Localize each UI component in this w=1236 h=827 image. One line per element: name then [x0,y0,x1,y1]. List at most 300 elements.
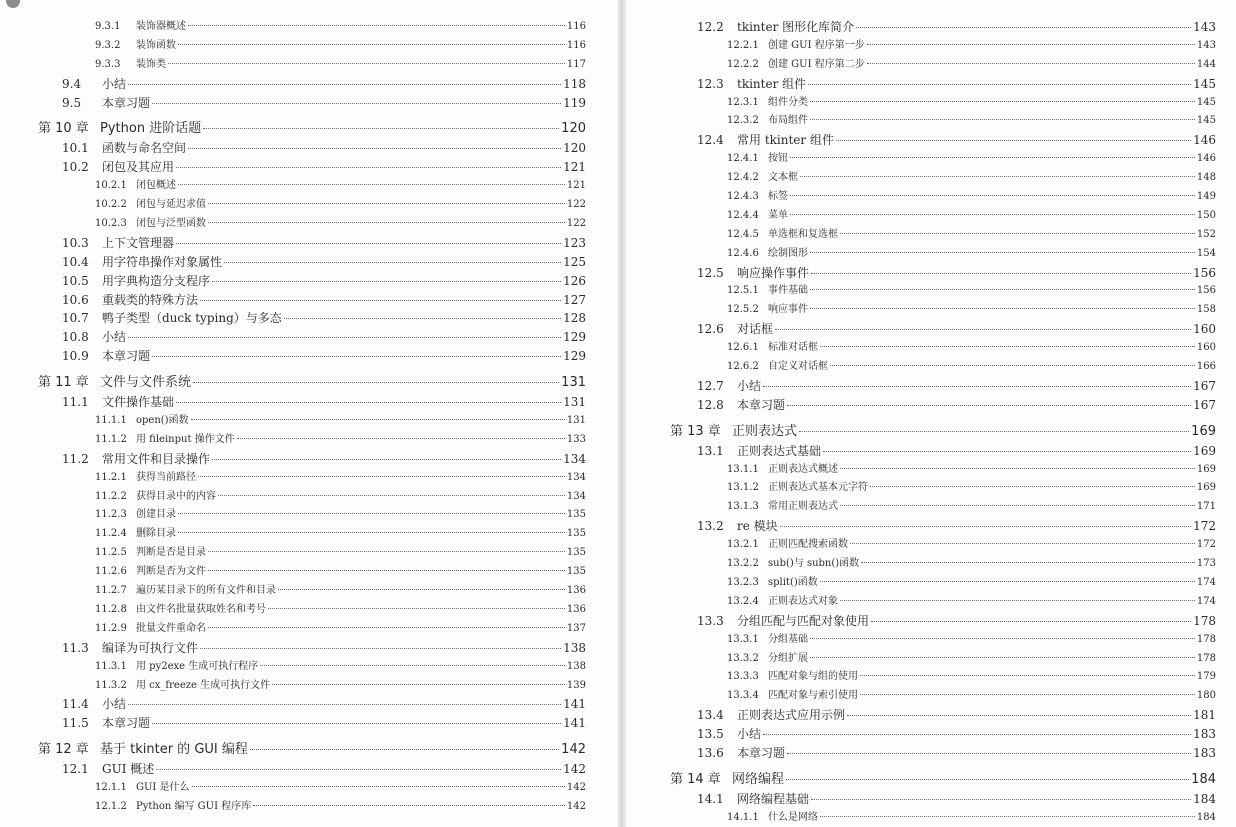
toc-entry-page-number: 169 [1191,423,1216,439]
toc-entry-title: Python 进阶话题 [100,121,202,137]
toc-entry-title: 装饰器概述 [136,21,186,32]
toc-entry-page-number: 145 [1196,115,1216,127]
toc-entry-number: 12.6.2 [727,361,759,373]
toc-entry-title: 文件操作基础 [102,395,175,410]
toc-entry-number: 14.1 [697,791,724,806]
toc-entry-section [670,706,1216,725]
toc-entry-section [38,714,586,733]
toc-entry-page-number: 142 [561,742,586,758]
toc-entry-title: 对话框 [737,322,774,337]
dot-leader [810,252,1195,253]
toc-entry-title: 标准对话框 [768,342,818,354]
toc-entry-page-number: 116 [566,21,586,32]
toc-entry-number: 11.4 [62,697,89,712]
toc-entry-title: 由文件名批量获取姓名和考号 [136,603,266,615]
toc-entry-page-number: 141 [563,716,586,731]
toc-entry-sub [38,431,586,450]
dot-leader [188,148,561,149]
toc-entry-chapter [38,119,586,139]
toc-entry-number: 13.1.3 [727,501,759,513]
toc-entry-number: 11.2.7 [95,585,127,597]
toc-entry-page-number: 184 [1196,811,1216,823]
toc-entry-title: 什么是网络 [768,811,818,823]
toc-entry-page-number: 116 [566,39,586,51]
toc-entry-title: 响应事件 [768,304,808,316]
toc-entry-page-number: 184 [1191,771,1216,787]
toc-entry-page-number: 125 [563,254,586,269]
toc-entry-number: 第 11 章 [38,375,89,391]
toc-entry-page-number: 178 [1193,613,1216,628]
toc-entry-title: 文本框 [768,172,798,184]
toc-entry-number: 12.3 [697,76,724,91]
toc-entry-title: 用字符串操作对象属性 [102,254,223,269]
toc-entry-sub [670,498,1216,517]
toc-entry-title: 单选框和复选框 [768,228,838,240]
toc-entry-number: 12.3.1 [727,96,759,108]
toc-entry-sub [38,658,586,677]
dot-leader [178,532,565,533]
toc-entry-title: 正则表达式应用示例 [737,708,846,723]
dot-leader [253,805,565,806]
toc-entry-number: 11.2.2 [95,490,127,502]
toc-entry-page-number: 143 [1196,39,1216,51]
toc-entry-title: 小结 [102,330,127,345]
toc-entry-title: 小结 [102,76,127,91]
dot-leader [867,44,1195,45]
toc-entry-section [38,253,586,272]
toc-entry-sub [38,37,586,56]
toc-entry-section [670,75,1216,94]
toc-entry-title: 小结 [737,727,762,742]
toc-entry-number: 12.6.1 [727,342,759,354]
toc-entry-page-number: 178 [1196,652,1216,664]
toc-entry-title: 闭包与延迟求值 [136,199,206,211]
toc-entry-sub [38,563,586,582]
toc-entry-number: 11.1.2 [95,433,127,445]
dot-leader [836,140,1191,141]
toc-entry-section [38,328,586,347]
toc-entry-number: 10.2.1 [95,180,127,192]
toc-entry-page-number: 167 [1193,378,1216,393]
toc-entry-page-number: 160 [1196,342,1216,354]
toc-entry-title: 常用文件和目录操作 [102,451,211,466]
toc-entry-number: 12.2 [697,20,724,34]
toc-entry-title: 鸭子类型（duck typing）与多态 [102,311,282,326]
dot-leader [208,551,565,552]
toc-entry-title: 闭包及其应用 [102,160,175,175]
toc-entry-number: 9.4 [62,76,82,91]
toc-entry-section [38,158,586,177]
toc-entry-section [38,139,586,158]
toc-entry-title: 绘制图形 [768,247,808,259]
toc-entry-title: 小结 [102,697,127,712]
toc-entry-page-number: 126 [563,273,586,288]
toc-entry-page-number: 129 [563,330,586,345]
toc-entry-section [38,347,586,366]
toc-entry-number: 11.1 [62,395,89,410]
dot-leader [237,438,565,439]
toc-entry-number: 12.5.2 [727,304,759,316]
dot-leader [790,214,1195,215]
toc-entry-page-number: 136 [566,585,586,597]
dot-leader [870,486,1195,487]
toc-entry-chapter [670,770,1216,790]
dot-leader [787,405,1191,406]
dot-leader [198,476,565,477]
dot-leader [176,402,561,403]
toc-entry-number: 13.3.3 [727,671,759,683]
dot-leader [250,749,559,750]
toc-entry-section [670,320,1216,339]
toc-entry-title: 基于 tkinter 的 GUI 编程 [100,742,248,758]
toc-entry-sub [670,94,1216,113]
toc-entry-number: 11.2.9 [95,622,127,634]
toc-entry-number: 第 13 章 [670,423,721,439]
toc-entry-sub [38,215,586,234]
toc-entry-section [38,94,586,113]
toc-entry-number: 11.3.2 [95,679,127,691]
dot-leader [811,799,1191,800]
dot-leader [820,346,1195,347]
toc-entry-section [38,272,586,291]
dot-leader [860,675,1195,676]
toc-entry-sub [38,798,586,817]
toc-entry-page-number: 135 [566,509,586,521]
toc-entry-page-number: 122 [566,218,586,230]
toc-entry-page-number: 171 [1196,501,1216,513]
toc-list-right [670,18,1216,827]
dot-leader [800,176,1195,177]
toc-entry-title: GUI 是什么 [136,782,190,794]
toc-entry-number: 12.4.4 [727,209,759,221]
toc-entry-title: 创建目录 [136,509,176,521]
dot-leader [861,562,1195,563]
dot-leader [156,769,561,770]
toc-entry-title: tkinter 图形化库简介 [737,20,855,34]
toc-entry-page-number: 127 [563,292,586,307]
toc-entry-number: 11.2.3 [95,509,127,521]
toc-entry-title: 正则匹配搜索函数 [768,539,848,551]
toc-entry-page-number: 156 [1193,265,1216,280]
toc-entry-section [38,291,586,310]
toc-entry-page-number: 152 [1196,228,1216,240]
toc-entry-number: 10.2.3 [95,218,127,230]
toc-entry-number: 第 14 章 [670,771,721,787]
dot-leader [810,657,1195,658]
dot-leader [208,203,565,204]
toc-entry-number: 14.1.1 [727,811,759,823]
toc-entry-number: 9.3.3 [95,58,121,70]
toc-entry-page-number: 138 [563,640,586,655]
toc-entry-page-number: 137 [566,622,586,634]
toc-entry-number: 12.1 [62,762,89,777]
toc-entry-title: 上下文管理器 [102,235,175,250]
toc-entry-section [670,264,1216,283]
toc-entry-number: 12.6 [697,322,724,337]
dot-leader [200,300,561,301]
toc-entry-page-number: 134 [563,451,586,466]
toc-entry-sub [670,668,1216,687]
dot-leader [208,570,565,571]
toc-entry-number: 13.6 [697,745,724,760]
toc-entry-sub [38,177,586,196]
toc-entry-number: 12.7 [697,378,724,393]
dot-leader [260,665,565,666]
toc-entry-sub [38,779,586,798]
toc-entry-section [670,517,1216,536]
toc-entry-number: 13.1 [697,443,724,458]
toc-entry-title: 闭包与泛型函数 [136,218,206,230]
toc-entry-number: 10.2.2 [95,199,127,211]
toc-entry-title: 判断是否为文件 [136,566,206,578]
toc-entry-number: 9.3.2 [95,39,121,51]
toc-entry-number: 13.3.2 [727,652,759,664]
toc-entry-title: 用字典构造分支程序 [102,273,211,288]
toc-entry-sub [670,555,1216,574]
toc-entry-page-number: 133 [566,433,586,445]
toc-entry-number: 10.1 [62,141,89,156]
toc-entry-title: 分组匹配与匹配对象使用 [737,613,870,628]
toc-entry-title: 事件基础 [768,285,808,297]
dot-leader [763,734,1191,735]
toc-entry-page-number: 121 [566,180,586,192]
toc-entry-number: 13.3 [697,613,724,628]
toc-entry-page-number: 146 [1193,133,1216,148]
toc-entry-number: 11.2.6 [95,566,127,578]
dot-leader [780,526,1191,527]
toc-entry-title: re 模块 [737,519,778,534]
toc-entry-title: 用 fileinput 操作文件 [136,433,235,445]
toc-entry-sub [38,56,586,75]
toc-entry-title: 网络编程基础 [737,791,810,806]
toc-entry-page-number: 139 [566,679,586,691]
toc-entry-title: 本章习题 [102,716,151,731]
toc-entry-number: 10.4 [62,254,89,269]
toc-entry-title: 正则表达式 [732,423,798,439]
toc-entry-page-number: 131 [566,415,586,427]
toc-entry-title: 常用正则表达式 [768,501,838,513]
toc-entry-number: 10.8 [62,330,89,345]
toc-entry-title: 本章习题 [737,397,786,412]
toc-entry-page-number: 128 [563,311,586,326]
toc-entry-sub [38,506,586,525]
toc-entry-section [670,744,1216,763]
toc-entry-page-number: 135 [566,547,586,559]
dot-leader [152,103,561,104]
dot-leader [178,184,565,185]
toc-entry-number: 12.4.6 [727,247,759,259]
toc-entry-number: 13.2.1 [727,539,759,551]
dot-leader [208,222,565,223]
toc-entry-number: 11.2.5 [95,547,127,559]
toc-entry-title: sub()与 subn()函数 [768,558,860,570]
toc-entry-sub [670,245,1216,264]
toc-entry-title: 文件与文件系统 [100,375,192,391]
toc-entry-number: 12.2.1 [727,39,759,51]
toc-entry-title: 本章习题 [102,349,151,364]
toc-entry-page-number: 172 [1193,519,1216,534]
toc-entry-page-number: 180 [1196,690,1216,702]
dot-leader [830,365,1195,366]
toc-entry-page-number: 179 [1196,671,1216,683]
toc-entry-section [670,725,1216,744]
toc-entry-number: 12.4.3 [727,191,759,203]
dot-leader [867,63,1195,64]
toc-entry-title: 创建 GUI 程序第一步 [768,39,865,51]
dot-leader [820,816,1195,817]
dot-leader [152,723,561,724]
dot-leader [168,63,565,64]
toc-entry-sub [670,650,1216,669]
toc-entry-page-number: 117 [566,58,586,70]
toc-entry-sub [670,282,1216,301]
toc-entry-page-number: 141 [563,697,586,712]
dot-leader [128,84,561,85]
toc-entry-number: 12.3.2 [727,115,759,127]
toc-entry-number: 10.3 [62,235,89,250]
toc-entry-page-number: 145 [1196,96,1216,108]
dot-leader [208,627,565,628]
toc-entry-page-number: 183 [1193,745,1216,760]
dot-leader [272,684,565,685]
toc-entry-sub [38,18,586,37]
dot-leader [840,233,1195,234]
toc-entry-section [670,377,1216,396]
toc-entry-page-number: 142 [563,762,586,777]
toc-entry-number: 13.2 [697,519,724,534]
toc-entry-title: 布局组件 [768,115,808,127]
toc-entry-page-number: 169 [1196,482,1216,494]
toc-entry-number: 10.5 [62,273,89,288]
toc-entry-page-number: 181 [1193,708,1216,723]
dot-leader [200,648,561,649]
toc-entry-section [38,450,586,469]
toc-entry-page-number: 173 [1196,558,1216,570]
toc-entry-page-number: 150 [1196,209,1216,221]
toc-entry-sub [670,37,1216,56]
toc-entry-page-number: 167 [1193,397,1216,412]
toc-entry-title: 网络编程 [732,771,785,787]
dot-leader [176,243,561,244]
toc-entry-title: split()函数 [768,576,818,588]
toc-entry-sub [670,687,1216,706]
toc-entry-page-number: 129 [563,349,586,364]
toc-entry-number: 13.2.4 [727,595,759,607]
toc-entry-sub [670,593,1216,612]
toc-entry-title: 按钮 [768,153,788,165]
toc-entry-page-number: 135 [566,566,586,578]
toc-entry-sub [670,536,1216,555]
toc-entry-number: 13.3.1 [727,633,759,645]
toc-entry-section [670,790,1216,809]
dot-leader [284,318,561,319]
dot-leader [811,273,1191,274]
toc-entry-title: 本章习题 [737,745,786,760]
dot-leader [856,27,1191,28]
toc-entry-page-number: 174 [1196,595,1216,607]
toc-entry-number: 12.4.1 [727,153,759,165]
dot-leader [218,495,565,496]
toc-entry-title: open()函数 [136,415,189,427]
toc-entry-sub [670,226,1216,245]
dot-leader [820,581,1195,582]
toc-entry-title: 闭包概述 [136,180,176,192]
toc-entry-sub [38,544,586,563]
toc-entry-title: GUI 概述 [102,762,155,777]
dot-leader [775,329,1191,330]
dot-leader [790,195,1195,196]
toc-entry-page-number: 134 [566,490,586,502]
toc-entry-section [38,695,586,714]
dot-leader [847,715,1191,716]
dot-leader [224,262,561,263]
toc-entry-page-number: 184 [1193,791,1216,806]
toc-list-left [38,18,586,817]
dot-leader [152,356,561,357]
toc-entry-chapter [38,373,586,393]
toc-entry-sub [670,339,1216,358]
toc-entry-sub [38,677,586,696]
toc-entry-title: 常用 tkinter 组件 [737,133,834,148]
toc-entry-title: 重载类的特殊方法 [102,292,199,307]
toc-entry-title: tkinter 组件 [737,76,807,91]
toc-entry-number: 11.1.1 [95,415,127,427]
dot-leader [268,608,565,609]
toc-entry-sub [670,112,1216,131]
toc-entry-sub [670,301,1216,320]
toc-entry-page-number: 183 [1193,727,1216,742]
dot-leader [840,468,1195,469]
toc-entry-page-number: 169 [1196,463,1216,475]
dot-leader [790,157,1195,158]
toc-entry-section [670,396,1216,415]
toc-entry-page-number: 131 [563,395,586,410]
toc-entry-title: 响应操作事件 [737,265,810,280]
toc-entry-number: 11.3.1 [95,660,127,672]
toc-entry-title: 菜单 [768,209,788,221]
toc-entry-sub [670,207,1216,226]
toc-entry-chapter [38,740,586,760]
dot-leader [786,779,1189,780]
toc-entry-number: 12.4.2 [727,172,759,184]
toc-entry-section [670,131,1216,150]
dot-leader [860,694,1195,695]
toc-entry-title: 用 py2exe 生成可执行程序 [136,660,259,672]
dot-leader [763,386,1191,387]
dot-leader [871,621,1191,622]
toc-entry-sub [38,469,586,488]
dot-leader [128,337,561,338]
toc-entry-number: 10.6 [62,292,89,307]
toc-entry-sub [670,188,1216,207]
toc-entry-page-number: 148 [1196,172,1216,184]
toc-entry-section [38,393,586,412]
toc-entry-sub [670,574,1216,593]
toc-entry-number: 第 10 章 [38,121,89,137]
toc-entry-title: 小结 [737,378,762,393]
toc-entry-number: 12.1.2 [95,800,127,812]
toc-entry-page-number: 146 [1196,153,1216,165]
toc-entry-number: 11.3 [62,640,89,655]
toc-entry-number: 13.2.3 [727,576,759,588]
toc-entry-section [38,234,586,253]
corner-mark [6,0,20,8]
toc-entry-title: 分组基础 [768,633,808,645]
toc-entry-sub [670,461,1216,480]
dot-leader [128,704,561,705]
toc-entry-title: 匹配对象与索引使用 [768,690,858,702]
dot-leader [192,786,565,787]
